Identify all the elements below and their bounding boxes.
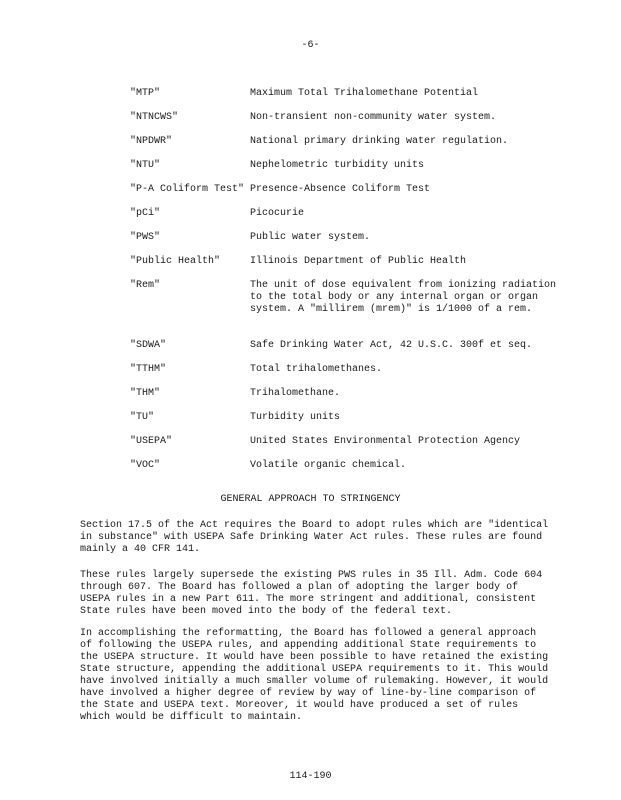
definition-term: "NPDWR" — [130, 136, 173, 147]
definition-term: "P-A Coliform Test" — [130, 184, 245, 195]
page-number: -6- — [301, 40, 320, 51]
definition-desc: Total trihalomethanes. — [250, 364, 383, 375]
definition-term: "TU" — [130, 412, 155, 423]
definition-desc: Nephelometric turbidity units — [250, 160, 425, 171]
definition-desc: Picocurie — [250, 208, 305, 219]
section-heading: GENERAL APPROACH TO STRINGENCY — [220, 494, 401, 505]
paragraph-text: Section 17.5 of the Act requires the Board to adopt rules which are "identical in substance" with USEPA Safe Drinking Water Act rules. These rules are found mainly a 40 CFR 141. — [80, 520, 549, 555]
paragraph — [80, 628, 550, 724]
definition-term: "Rem" — [130, 280, 161, 291]
definition-desc: Illinois Department of Public Health — [250, 256, 467, 267]
paragraph-text: These rules largely supersede the existing PWS rules in 35 Ill. Adm. Code 604 through 607. The Board has followed a plan of adopting the larger body of USEPA rules in a new Part 611. The more stringent and additional, consistent State rules have been moved into the body of the federal text. — [80, 570, 543, 617]
definition-term: "pCi" — [130, 208, 161, 219]
definition-desc: Safe Drinking Water Act, 42 U.S.C. 300f et seq. — [250, 340, 533, 351]
paragraph-text: In accomplishing the reformatting, the Board has followed a general approach of following the USEPA rules, and appending additional State requirements to the USEPA structure. It would have been possible to have retained the existing State structure, appending the additional USEPA requirements to it. This would have involved initially a much smaller volume of rulemaking. However, it would have involved a higher degree of review by way of line-by-line comparison of the State and USEPA text. Moreover, it would have produced a set of rules which would be difficult to maintain. — [80, 628, 549, 723]
definition-term: "TTHM" — [130, 364, 167, 375]
definition-term: "NTNCWS" — [130, 112, 179, 123]
definition-term: "VOC" — [130, 460, 161, 471]
definition-desc: Maximum Total Trihalomethane Potential — [250, 88, 479, 99]
definition-term: "NTU" — [130, 160, 161, 171]
definition-desc: The unit of dose equivalent from ionizing radiation to the total body or any internal organ or organ system. A "millirem (mrem)" is 1/1000 of a rem. — [250, 280, 557, 315]
definition-desc: United States Environmental Protection Agency — [250, 436, 521, 447]
definition-term: "USEPA" — [130, 436, 173, 447]
definition-term: "THM" — [130, 388, 161, 399]
paragraph — [80, 570, 550, 618]
page-footer: 114-190 — [289, 771, 332, 782]
paragraph — [80, 520, 550, 556]
definition-term: "MTP" — [130, 88, 161, 99]
definition-desc: Trihalomethane. — [250, 388, 341, 399]
definition-term: "Public Health" — [130, 256, 221, 267]
definition-desc: Presence-Absence Coliform Test — [250, 184, 431, 195]
definition-desc: National primary drinking water regulation. — [250, 136, 509, 147]
definition-desc: Public water system. — [250, 232, 371, 243]
definition-term: "PWS" — [130, 232, 161, 243]
definition-term: "SDWA" — [130, 340, 167, 351]
definition-desc: Turbidity units — [250, 412, 341, 423]
definition-desc: Non-transient non-community water system. — [250, 112, 497, 123]
definition-desc: Volatile organic chemical. — [250, 460, 407, 471]
